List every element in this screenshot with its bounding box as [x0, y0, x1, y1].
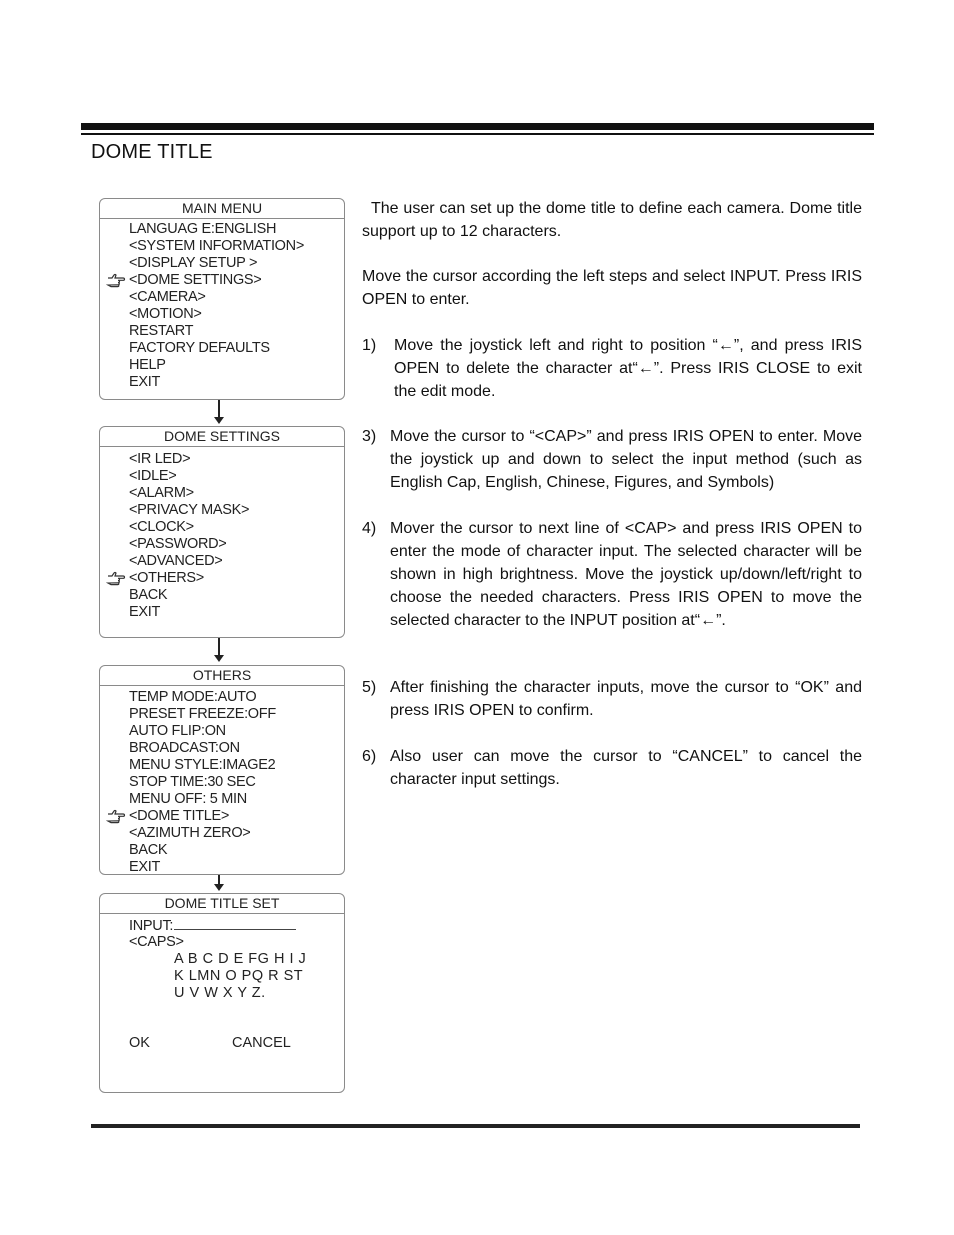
menu-item-dome-title[interactable]	[129, 808, 276, 825]
step-5	[362, 676, 862, 722]
move-paragraph: Move the cursor according the left steps and select INPUT. Press IRIS OPEN to enter.	[362, 268, 862, 308]
character-row-2[interactable]: K LMN O PQ R ST	[174, 968, 304, 984]
menu-item-azimuth-zero[interactable]: <AZIMUTH ZERO>	[129, 825, 251, 841]
menu-item-advanced[interactable]: <ADVANCED>	[129, 553, 223, 569]
menu-item-stop-time[interactable]: STOP TIME:30 SEC	[129, 774, 256, 790]
flow-arrow-head	[214, 655, 224, 662]
flow-arrow-head	[214, 417, 224, 424]
pointing-hand-icon	[106, 272, 126, 288]
step-text: Move the cursor to “<CAP>” and press IRIS OPEN to enter. Move the joystick up and down to select the input method (such as English Cap, English, Chinese, Figures, and Symbols)	[390, 428, 862, 491]
section-title: DOME TITLE	[91, 141, 213, 163]
others-title: OTHERS	[100, 666, 344, 686]
header-rule-thick	[81, 123, 874, 130]
menu-item-dome-settings[interactable]	[129, 272, 304, 289]
menu-item-preset-freeze[interactable]: PRESET FREEZE:OFF	[129, 706, 276, 722]
cancel-button[interactable]: CANCEL	[232, 1035, 291, 1051]
step-number: 3)	[362, 428, 377, 445]
dome-settings-box	[99, 426, 345, 638]
footer-rule	[91, 1124, 860, 1128]
step-6	[362, 745, 862, 791]
others-box	[99, 665, 345, 875]
caps-selector[interactable]: <CAPS>	[129, 934, 184, 950]
menu-item-back[interactable]: BACK	[129, 587, 168, 603]
menu-item-system-information[interactable]: <SYSTEM INFORMATION>	[129, 238, 305, 254]
step-text: Move the joystick left and right to position “←”, and press IRIS OPEN to delete the character at“←”. Press IRIS CLOSE to exit the edit mode.	[394, 337, 862, 400]
step-number: 6)	[362, 748, 377, 765]
dome-settings-title: DOME SETTINGS	[100, 427, 344, 447]
menu-item-others[interactable]	[129, 570, 249, 587]
step-3	[362, 425, 862, 494]
step-number: 4)	[362, 520, 377, 537]
menu-item-password[interactable]: <PASSWORD>	[129, 536, 227, 552]
dome-settings-list	[129, 451, 249, 621]
dome-title-set-title: DOME TITLE SET	[100, 894, 344, 914]
main-menu-title: MAIN MENU	[100, 199, 344, 219]
menu-item-dome-title-label: <DOME TITLE>	[129, 808, 230, 824]
menu-item-clock[interactable]: <CLOCK>	[129, 519, 194, 535]
flow-arrow-head	[214, 884, 224, 891]
menu-item-alarm[interactable]: <ALARM>	[129, 485, 194, 501]
menu-item-menu-off[interactable]: MENU OFF: 5 MIN	[129, 791, 247, 807]
step-number: 5)	[362, 679, 377, 696]
menu-item-back[interactable]: BACK	[129, 842, 168, 858]
flow-arrow-line	[218, 400, 220, 418]
character-row-3[interactable]: U V W X Y Z.	[174, 985, 266, 1001]
instructions	[362, 197, 862, 788]
menu-item-dome-settings-label: <DOME SETTINGS>	[129, 272, 262, 288]
step-number: 1)	[362, 337, 377, 354]
main-menu-list	[129, 221, 304, 391]
menu-item-camera[interactable]: <CAMERA>	[129, 289, 206, 305]
pointing-hand-icon	[106, 570, 126, 586]
menu-item-language[interactable]: LANGUAG E:ENGLISH	[129, 221, 277, 237]
menu-item-display-setup[interactable]: <DISPLAY SETUP >	[129, 255, 258, 271]
character-row-1[interactable]: A B C D E FG H I J	[174, 951, 307, 967]
menu-item-restart[interactable]: RESTART	[129, 323, 194, 339]
step-text: Mover the cursor to next line of <CAP> and press IRIS OPEN to enter the mode of character input. The selected character will be shown in high brightness. Move the joystick up/down/left/right to choose the needed characters. Press IRIS OPEN to move the selected character to the INPUT position at“←”.	[390, 520, 862, 629]
step-1	[362, 334, 862, 403]
ok-button[interactable]: OK	[129, 1035, 150, 1051]
step-4	[362, 517, 862, 632]
menu-item-privacy-mask[interactable]: <PRIVACY MASK>	[129, 502, 250, 518]
menu-item-auto-flip[interactable]: AUTO FLIP:ON	[129, 723, 226, 739]
menu-item-exit[interactable]: EXIT	[129, 859, 161, 875]
flow-arrow-line	[218, 638, 220, 656]
input-field[interactable]	[129, 917, 296, 934]
dome-title-set-box	[99, 893, 345, 1093]
step-text: Also user can move the cursor to “CANCEL” to cancel the character input settings.	[390, 748, 862, 788]
menu-item-idle[interactable]: <IDLE>	[129, 468, 177, 484]
menu-item-broadcast[interactable]: BROADCAST:ON	[129, 740, 240, 756]
pointing-hand-icon	[106, 808, 126, 824]
menu-item-temp-mode[interactable]: TEMP MODE:AUTO	[129, 689, 257, 705]
menu-item-exit[interactable]: EXIT	[129, 604, 161, 620]
menu-item-menu-style[interactable]: MENU STYLE:IMAGE2	[129, 757, 276, 773]
menu-item-motion[interactable]: <MOTION>	[129, 306, 202, 322]
menu-item-exit[interactable]: EXIT	[129, 374, 161, 390]
others-list	[129, 689, 276, 876]
menu-item-help[interactable]: HELP	[129, 357, 166, 373]
menu-item-ir-led[interactable]: <IR LED>	[129, 451, 191, 467]
input-label: INPUT:	[129, 918, 174, 934]
input-line[interactable]	[174, 917, 296, 930]
step-text: After finishing the character inputs, move the cursor to “OK” and press IRIS OPEN to confirm.	[390, 679, 862, 719]
main-menu-box	[99, 198, 345, 400]
menu-item-others-label: <OTHERS>	[129, 570, 204, 586]
header-rule-thin	[81, 133, 874, 135]
menu-item-factory-defaults[interactable]: FACTORY DEFAULTS	[129, 340, 270, 356]
dome-title-set-fields	[129, 917, 296, 951]
intro-paragraph: The user can set up the dome title to define each camera. Dome title support up to 12 characters.	[362, 200, 862, 240]
